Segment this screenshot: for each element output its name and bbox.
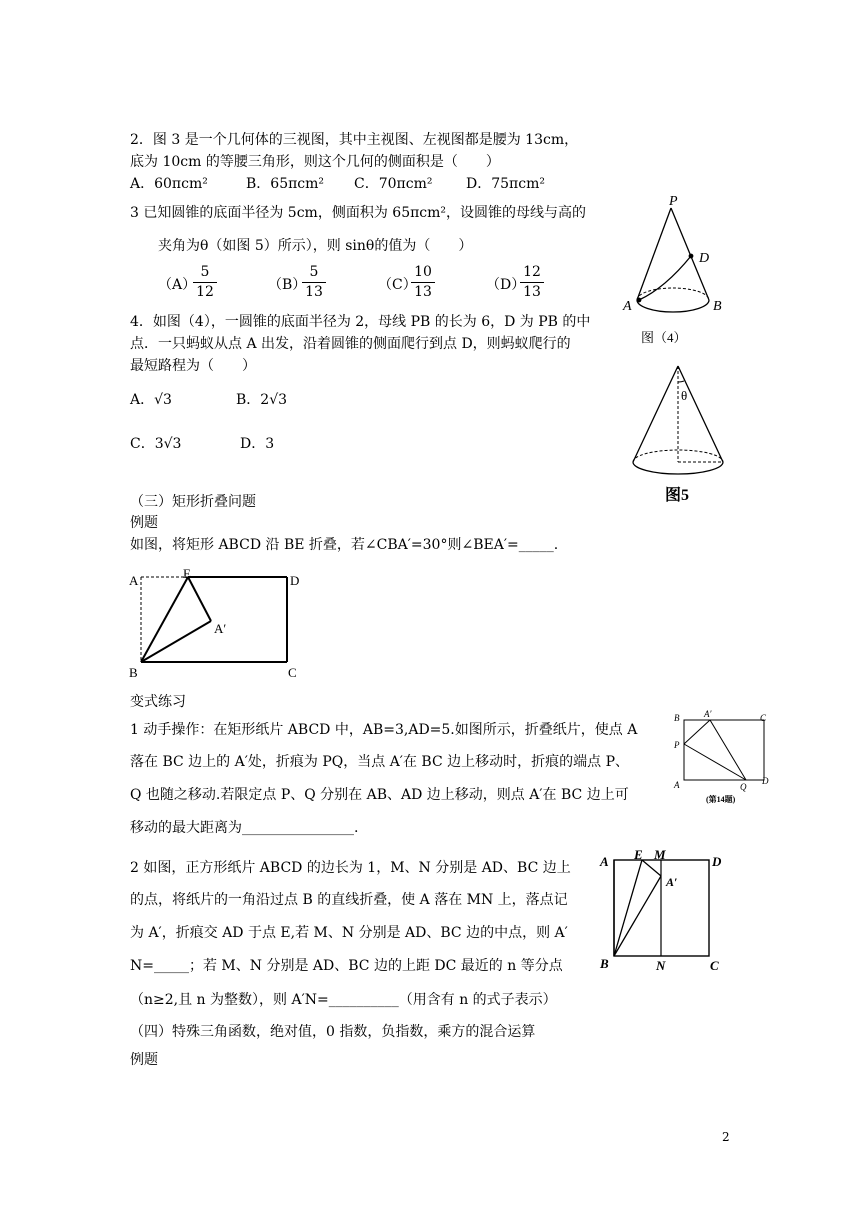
section4-example: 例题 <box>130 1052 158 1068</box>
fold-label-b: B <box>129 665 138 680</box>
q3-option-a-label: （A） <box>158 277 197 293</box>
section3-example: 例题 <box>130 515 158 531</box>
p1-fig-b: B <box>674 713 680 723</box>
fold-label-e: E <box>183 566 191 581</box>
figure-5-cone <box>625 360 735 510</box>
p1-fig-d: D <box>762 776 769 786</box>
q3-option-d-fraction <box>520 264 544 301</box>
p2-line5: （n≥2,且 n 为整数），则 A′N=__________（用含有 n 的式子表示） <box>130 992 557 1008</box>
section4-heading: （四）特殊三角函数，绝对值，0 指数，负指数，乘方的混合运算 <box>130 1024 536 1040</box>
fig4-label-b: B <box>713 299 722 314</box>
fig5-caption: 图5 <box>665 487 690 504</box>
fig5-theta: θ <box>681 388 688 403</box>
q4-line1: 4．如图（4），一圆锥的底面半径为 2，母线 PB 的长为 6，D 为 PB 的中 <box>130 314 591 330</box>
q4-option-d: D．3 <box>240 436 275 452</box>
fig4-label-p: P <box>669 194 678 209</box>
p2-line3: 为 A′，折痕交 AD 于点 E,若 M、N 分别是 AD、BC 边的中点，则 A′ <box>130 925 568 941</box>
q3-line2: 夹角为θ（如图 5）所示），则 sinθ的值为（ ） <box>158 238 473 254</box>
p2-fig-m: M <box>654 848 666 862</box>
q2-line1: 2．图 3 是一个几何体的三视图，其中主视图、左视图都是腰为 13cm， <box>130 132 579 148</box>
p2-fig-c: C <box>710 958 719 973</box>
p1-line3: Q 也随之移动.若限定点 P、Q 分别在 AB、AD 边上移动，则点 A′在 BC 边上可 <box>130 787 629 803</box>
q3-option-b-num: 5 <box>309 264 319 280</box>
p1-fig-q: Q <box>740 782 747 792</box>
q3-line1: 3 已知圆锥的底面半径为 5cm，侧面积为 65πcm²，设圆锥的母线与高的 <box>130 205 587 221</box>
fold-label-d: D <box>290 573 300 588</box>
q2-option-b: B．65πcm² <box>246 176 325 192</box>
p1-fig-p: P <box>674 740 680 750</box>
page-number: 2 <box>722 1130 730 1144</box>
p1-line2: 落在 BC 边上的 A′处，折痕为 PQ，当点 A′在 BC 边上移动时，折痕的端点 P、 <box>130 754 630 770</box>
p2-fig-a: A <box>600 854 609 869</box>
p2-line4: N=_____；若 M、N 分别是 AD、BC 边的上距 DC 最近的 n 等分点 <box>130 958 563 974</box>
p2-fig-e: E <box>634 848 643 862</box>
q4-option-b: B．2√3 <box>236 392 288 408</box>
p1-line1: 1 动手操作：在矩形纸片 ABCD 中，AB=3,AD=5.如图所示，折叠纸片，使点 A <box>130 722 638 738</box>
figure-rectangle-fold <box>125 565 315 683</box>
q4-line3: 最短路程为（ ） <box>130 358 256 374</box>
q2-line2: 底为 10cm 的等腰三角形，则这个几何的侧面积是（ ） <box>130 154 500 170</box>
p2-fig-d: D <box>712 854 722 869</box>
fold-label-c: C <box>288 665 297 680</box>
q4-option-a: A．√3 <box>130 392 172 408</box>
q3-option-d-den: 13 <box>523 284 541 300</box>
p1-fig-aprime: A′ <box>704 709 712 719</box>
q3-option-b-den: 13 <box>305 284 323 300</box>
q2-option-d: D．75πcm² <box>466 176 545 192</box>
fold-label-aprime: A′ <box>214 621 227 636</box>
fold-label-a: A <box>129 573 139 588</box>
p2-line1: 2 如图，正方形纸片 ABCD 的边长为 1，M、N 分别是 AD、BC 边上 <box>130 860 571 876</box>
fig4-label-d: D <box>699 251 710 266</box>
figure-practice2 <box>596 848 732 976</box>
q2-option-a: A．60πcm² <box>130 176 208 192</box>
fig4-label-a: A <box>623 299 632 314</box>
q3-option-b-fraction <box>302 264 326 301</box>
q3-option-c-num: 10 <box>414 264 432 280</box>
p1-line4: 移动的最大距离为________________. <box>130 820 359 836</box>
q3-option-b-label: （B） <box>268 277 307 293</box>
p1-fig-c: C <box>760 713 767 723</box>
q4-line2: 点．一只蚂蚁从点 A 出发，沿着圆锥的侧面爬行到点 D，则蚂蚁爬行的 <box>130 336 571 352</box>
q3-option-c-label: （C） <box>378 277 417 293</box>
q3-option-a-num: 5 <box>200 264 210 280</box>
q3-option-a-fraction <box>193 264 217 301</box>
q3-option-c-den: 13 <box>414 284 432 300</box>
p2-fig-b: B <box>600 956 609 971</box>
p1-fig-caption: (第14题) <box>706 795 736 804</box>
p2-fig-n: N <box>656 958 666 973</box>
p2-fig-aprime: A′ <box>666 875 678 889</box>
q4-option-c: C．3√3 <box>130 436 182 452</box>
q2-option-c: C．70πcm² <box>354 176 433 192</box>
section3-heading: （三）矩形折叠问题 <box>130 494 256 510</box>
practice-heading: 变式练习 <box>130 694 186 710</box>
q3-option-d-num: 12 <box>523 264 541 280</box>
figure-practice1 <box>670 708 785 808</box>
p1-fig-a: A <box>674 780 680 790</box>
q3-option-c-fraction <box>411 264 435 301</box>
fig4-caption: 图（4） <box>641 330 687 345</box>
q3-option-a-den: 12 <box>196 284 214 300</box>
p2-line2: 的点，将纸片的一角沿过点 B 的直线折叠，使 A 落在 MN 上，落点记 <box>130 892 568 908</box>
section3-problem: 如图，将矩形 ABCD 沿 BE 折叠，若∠CBA′=30°则∠BEA′=_____. <box>130 537 559 553</box>
q3-option-d-label: （D） <box>486 277 526 293</box>
figure-4-cone <box>615 192 740 352</box>
